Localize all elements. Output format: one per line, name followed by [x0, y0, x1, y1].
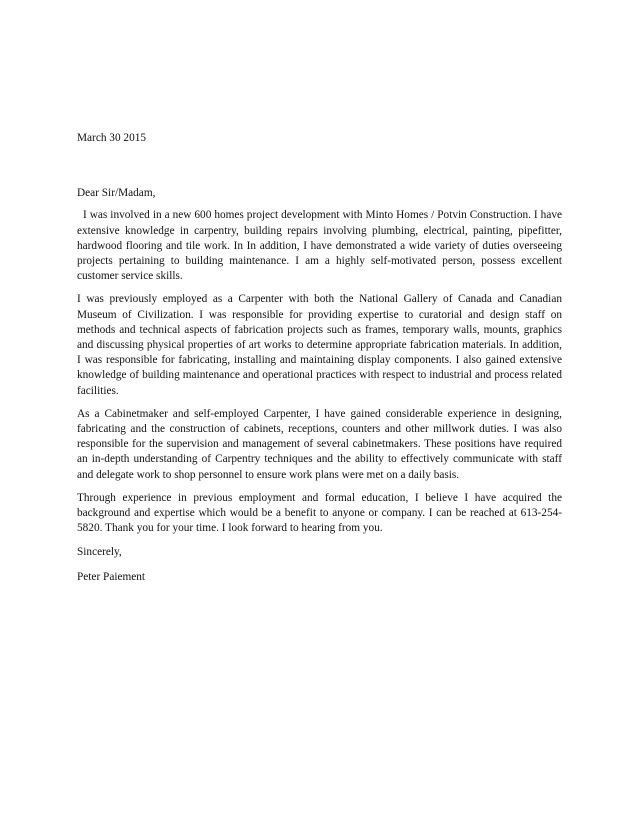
body-paragraph-3: As a Cabinetmaker and self-employed Carpenter, I have gained considerable experience in designing, fabricating and the construction of cabinets, receptions, counters and other millwork duties. I was also responsible for the supervision and management of several cabinetmakers. These positions have required an in-depth understanding of Carpentry techniques and the ability to effectively communicate with staff and delegate work to shop personnel to ensure work plans were met on a daily basis. [77, 407, 562, 481]
salutation: Dear Sir/Madam, [77, 187, 156, 200]
body-paragraph-2: I was previously employed as a Carpenter with both the National Gallery of Canada and Canadian Museum of Civilization. I was responsible for providing expertise to curatorial and design staff on methods and technical aspects of fabrication projects such as frames, temporary walls, mounts, graphics and discussing physical properties of art works to determine appropriate fabrication materials. In addition, I was responsible for fabricating, installing and maintaining display components. I also gained extensive knowledge of building maintenance and operational practices with respect to industrial and process related facilities. [77, 293, 562, 397]
signature-name: Peter Paiement [77, 570, 146, 583]
letter-date: March 30 2015 [77, 132, 147, 144]
closing: Sincerely, [77, 546, 122, 559]
cover-letter [77, 131, 562, 585]
body-paragraph-4: Through experience in previous employment and formal education, I believe I have acquired the background and expertise which would be a benefit to anyone or company. I can be reached at 613-254-5820. Thank you for your time. I look forward to hearing from you. [77, 491, 562, 535]
body-paragraph-1: I was involved in a new 600 homes project development with Minto Homes / Potvin Construction. I have extensive knowledge in carpentry, building repairs involving plumbing, electrical, painting, pipefitter, hardwood flooring and tile work. In In addition, I have demonstrated a wide variety of duties overseeing projects pertaining to building maintenance. I am a highly self-motivated person, possess excellent customer service skills. [77, 209, 562, 283]
